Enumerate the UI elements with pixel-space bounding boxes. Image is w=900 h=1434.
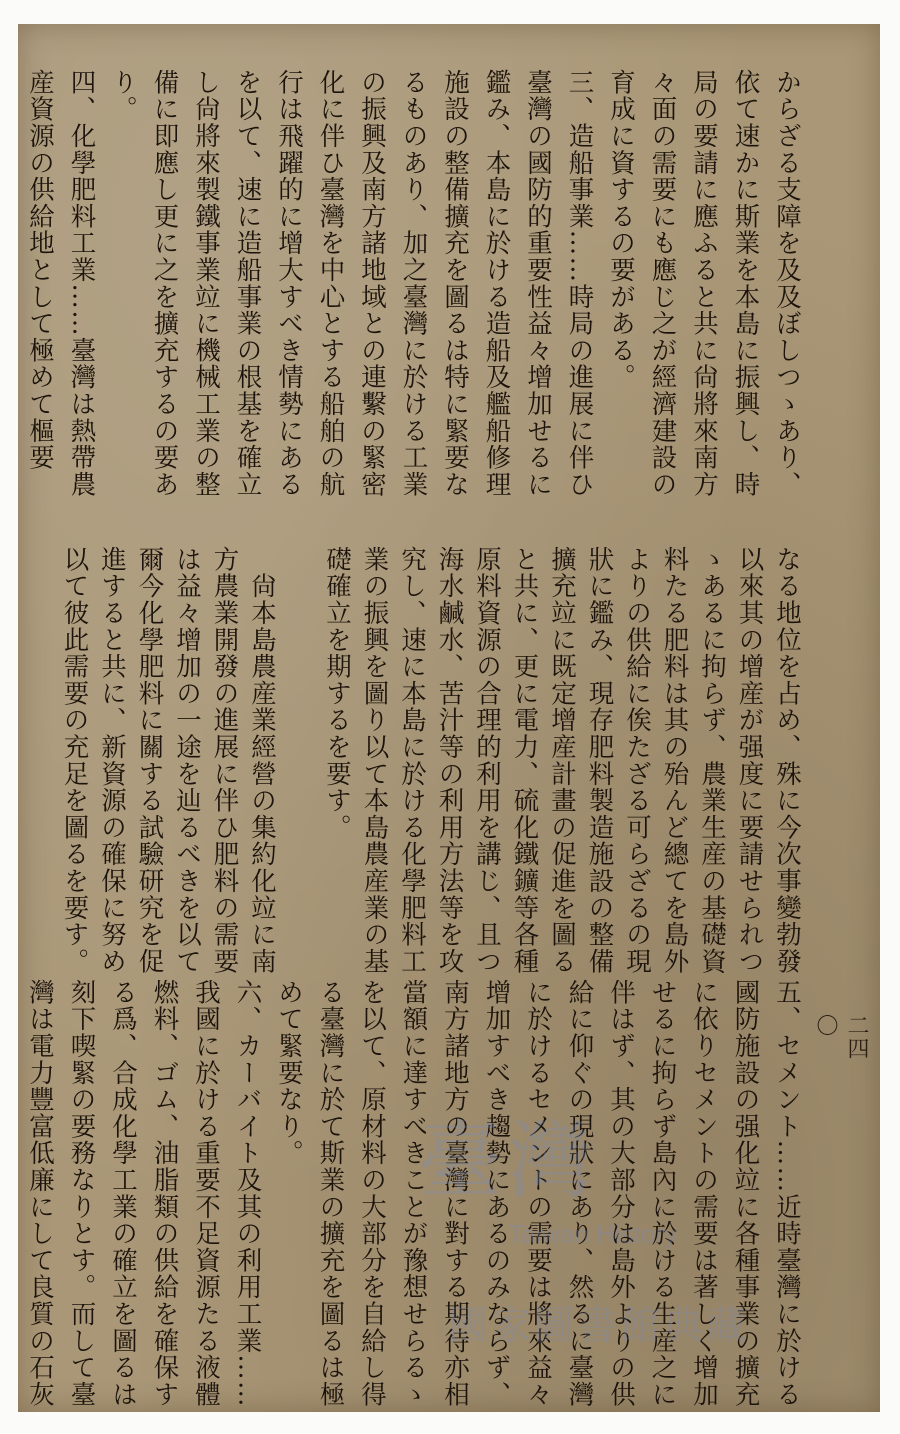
text-column: 爾今化學肥料に關する試驗研究を促 xyxy=(134,546,165,975)
text-column: 刻下喫緊の要務なりとす。而して臺 xyxy=(66,979,97,1408)
text-column: 料たる肥料は其の殆んど總てを島外 xyxy=(659,546,690,975)
scanned-page xyxy=(18,24,880,1412)
text-column: 施設の整備擴充を圖るは特に緊要な xyxy=(440,69,470,498)
text-column: るものあり、加之臺灣に於ける工業 xyxy=(398,69,429,498)
text-column: 當額に達すべきことが豫想せらるゝ xyxy=(398,979,429,1408)
text-column: と共に、更に電力、硫化鐵鑛等各種 xyxy=(509,546,540,975)
text-column: り。 xyxy=(108,69,138,123)
text-column: 以て彼此需要の充足を圖るを要す。 xyxy=(59,546,90,975)
text-column: 備に即應し更に之を擴充するの要あ xyxy=(149,69,180,498)
text-column: 國防施設の强化竝に各種事業の擴充 xyxy=(730,979,761,1408)
text-column: 擴充竝に既定增産計畫の促進を圖る xyxy=(547,546,577,975)
text-column: 給に仰ぐの現狀にあり、然るに臺灣 xyxy=(564,979,595,1408)
watermark-title: 臺灣 xyxy=(418,1112,599,1210)
text-column: に依りセメントの需要は著しく增加 xyxy=(689,979,719,1408)
text-column: は益々增加の一途を辿るべきを以て xyxy=(172,546,202,975)
text-column: せるに拘らず島內に於ける生産之に xyxy=(647,979,678,1408)
text-column: 臺灣の國防的重要性益々增加せるに xyxy=(523,69,553,498)
text-column: 産資源の供給地として極めて樞要 xyxy=(25,69,55,471)
text-column: 三、造船事業……時局の進展に伴ひ xyxy=(564,69,595,498)
text-column: 四、化學肥料工業……臺灣は熱帶農 xyxy=(66,69,97,498)
text-column: 增加すべき趨勢にあるのみならず、 xyxy=(481,979,512,1408)
watermark-english: Taiwan History xyxy=(508,1219,678,1249)
text-column: よりの供給に俟たざる可らざるの現 xyxy=(622,546,652,975)
text-column: る爲、合成化學工業の確立を圖るは xyxy=(108,979,138,1408)
text-column: を以て、速に造船事業の根基を確立 xyxy=(232,69,263,498)
text-block-bottom xyxy=(18,979,880,1409)
text-column: 々面の需要にも應じ之が經濟建設の xyxy=(647,69,678,498)
text-column: 究し、速に本島に於ける化學肥料工 xyxy=(397,546,427,975)
text-column: 以來其の增産が强度に要請せられつ xyxy=(734,546,765,975)
text-column: 六、カーバイト及其の利用工業…… xyxy=(232,979,263,1408)
text-block-middle xyxy=(18,546,880,976)
text-column: 局の要請に應ふると共に尙將來南方 xyxy=(689,69,719,498)
text-column: 五、セメント……近時臺灣に於ける xyxy=(772,979,802,1408)
text-column: 灣は電力豐富低廉にして良質の石灰 xyxy=(25,979,55,1408)
text-column: なる地位を占め、殊に今次事變勃發 xyxy=(772,546,802,975)
watermark-subtitle: 國家圖書館典藏 xyxy=(448,1303,749,1349)
text-column: 業の振興を圖り以て本島農産業の基 xyxy=(359,546,390,975)
page-number: 二四〇 xyxy=(813,1014,869,1060)
text-column: を以て、原材料の大部分を自給し得 xyxy=(357,979,387,1408)
text-column: の振興及南方諸地域との連繫の緊密 xyxy=(357,69,387,498)
text-column: 鑑み、本島に於ける造船及艦船修理 xyxy=(481,69,512,498)
text-column: 燃料、ゴム、油脂類の供給を確保す xyxy=(149,979,180,1408)
text-column: し尙將來製鐵事業竝に機械工業の整 xyxy=(191,69,221,498)
text-column: 化に伴ひ臺灣を中心とする船舶の航 xyxy=(315,69,346,498)
text-column: 我國に於ける重要不足資源たる液體 xyxy=(191,979,221,1408)
text-column: 尙本島農産業經營の集約化竝に南 xyxy=(247,546,277,975)
text-column: 方農業開發の進展に伴ひ肥料の需要 xyxy=(209,546,240,975)
text-column: 行は飛躍的に增大すべき情勢にある xyxy=(274,69,304,498)
text-column: ゝあるに拘らず、農業生産の基礎資 xyxy=(697,546,727,975)
text-column: 伴はず、其の大部分は島外よりの供 xyxy=(606,979,636,1408)
text-column: に於けるセメントの需要は將來益々 xyxy=(523,979,553,1408)
text-column: 狀に鑑み、現存肥料製造施設の整備 xyxy=(584,546,615,975)
text-column: めて緊要なり。 xyxy=(274,979,304,1167)
text-column: 進すると共に、新資源の確保に努め xyxy=(97,546,127,975)
text-column: 南方諸地方の臺灣に對する期待亦相 xyxy=(440,979,470,1408)
text-column: からざる支障を及及ぼしつゝあり、 xyxy=(772,69,802,498)
text-block-top xyxy=(18,69,880,499)
text-column: 原料資源の合理的利用を講じ、且つ xyxy=(472,546,502,975)
text-column xyxy=(285,546,315,976)
text-column: 海水鹹水、苦汁等の利用方法等を攻 xyxy=(434,546,465,975)
text-column: る臺灣に於て斯業の擴充を圖るは極 xyxy=(315,979,346,1408)
text-column: 依て速かに斯業を本島に振興し、時 xyxy=(730,69,761,498)
text-column: 礎確立を期するを要す。 xyxy=(322,546,352,841)
text-column: 育成に資するの要がある。 xyxy=(606,69,636,391)
